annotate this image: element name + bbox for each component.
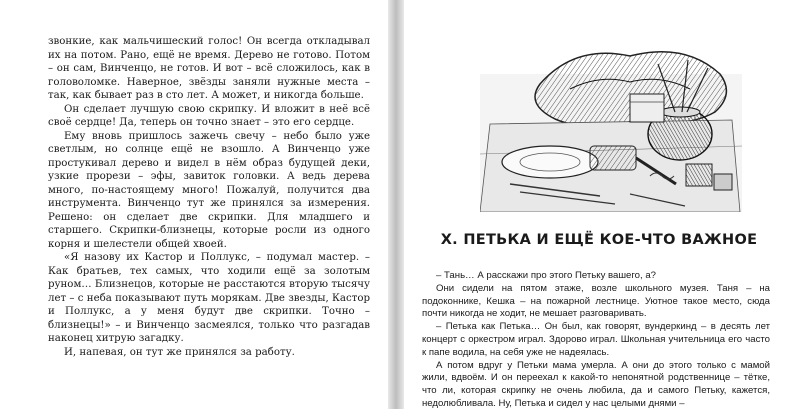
right-page xyxy=(404,0,792,409)
right-page-text xyxy=(422,270,770,409)
paragraph: А потом вдруг у Петьки мама умерла. А они до этого только с мамой жили, вдвоём. И он переехал к какой-то непонятной родственнице – тётке, что ли, которая скрипку не очень любила, да и самого Петьку, кажется, недолюбливала. Ну, Петька и сидел у нас целыми днями – xyxy=(422,359,770,409)
left-page xyxy=(0,0,388,409)
left-page-text xyxy=(48,35,370,359)
paragraph: Они сидели на пятом этаже, возле школьного музея. Таня – на подоконнике, Кешка – на пожарной лестнице. Уютное такое место, сюда почти никогда не ходит, не мешает разговаривать. xyxy=(422,282,770,320)
paragraph: «Я назову их Кастор и Поллукс, – подумал мастер. – Как братьев, тех самых, что ходили ещё за золотым руном… Близнецов, которые не расстаются вторую тысячу лет – с неба показывают путь морякам. Две звезды, Кастор и Поллукс, а у меня будут две скрипки. Точно – близнецы!» – и Винченцо засмеялся, только что разгадав наконец хитрую загадку. xyxy=(48,252,370,344)
paragraph: Ему вновь пришлось зажечь свечу – небо было уже светлым, но солнце ещё не взошло. А Винченцо уже простукивал дерево и видел в нём образ будущей деки, узкие прорези – эфы, завиток головки. А ведь дерева много, по-настоящему много! Пожалуй, получится два инструмента. Винченцо тут же принялся за измерения. Решено: он сделает две скрипки. Для младшего и старшего. Скрипки-близнецы, которые росли из одного корня и шелестели общей хвоей. xyxy=(48,130,370,250)
book-gutter xyxy=(388,0,404,409)
paragraph: звонкие, как мальчишеский голос! Он всегда откладывал их на потом. Рано, ещё не время. Дерево не готово. Потом – он сам, Винченцо, не готов. И вот – всё сложилось, как в головоломке. Наверное, звёзды заняли нужные места – так, как бывает раз в сто лет. А может, и никогда больше. xyxy=(48,36,370,101)
workshop-illustration xyxy=(480,34,742,212)
paragraph: И, напевая, он тут же принялся за работу. xyxy=(64,346,295,358)
paragraph: – Тань… А расскажи про этого Петьку вашего, а? xyxy=(436,270,657,281)
paragraph: Он сделает лучшую свою скрипку. И вложит в неё всё своё сердце! Да, теперь он точно знает – это его сердце. xyxy=(48,103,370,128)
paragraph: – Петька как Петька… Он был, как говорят, вундеркинд – в десять лет концерт с оркестром играл. Здорово играл. Школьная учительница его часто к папе водила, на себя уже не надеялась. xyxy=(422,321,770,358)
chapter-title: X. ПЕТЬКА И ЕЩЁ КОЕ-ЧТО ВАЖНОЕ xyxy=(440,232,758,248)
